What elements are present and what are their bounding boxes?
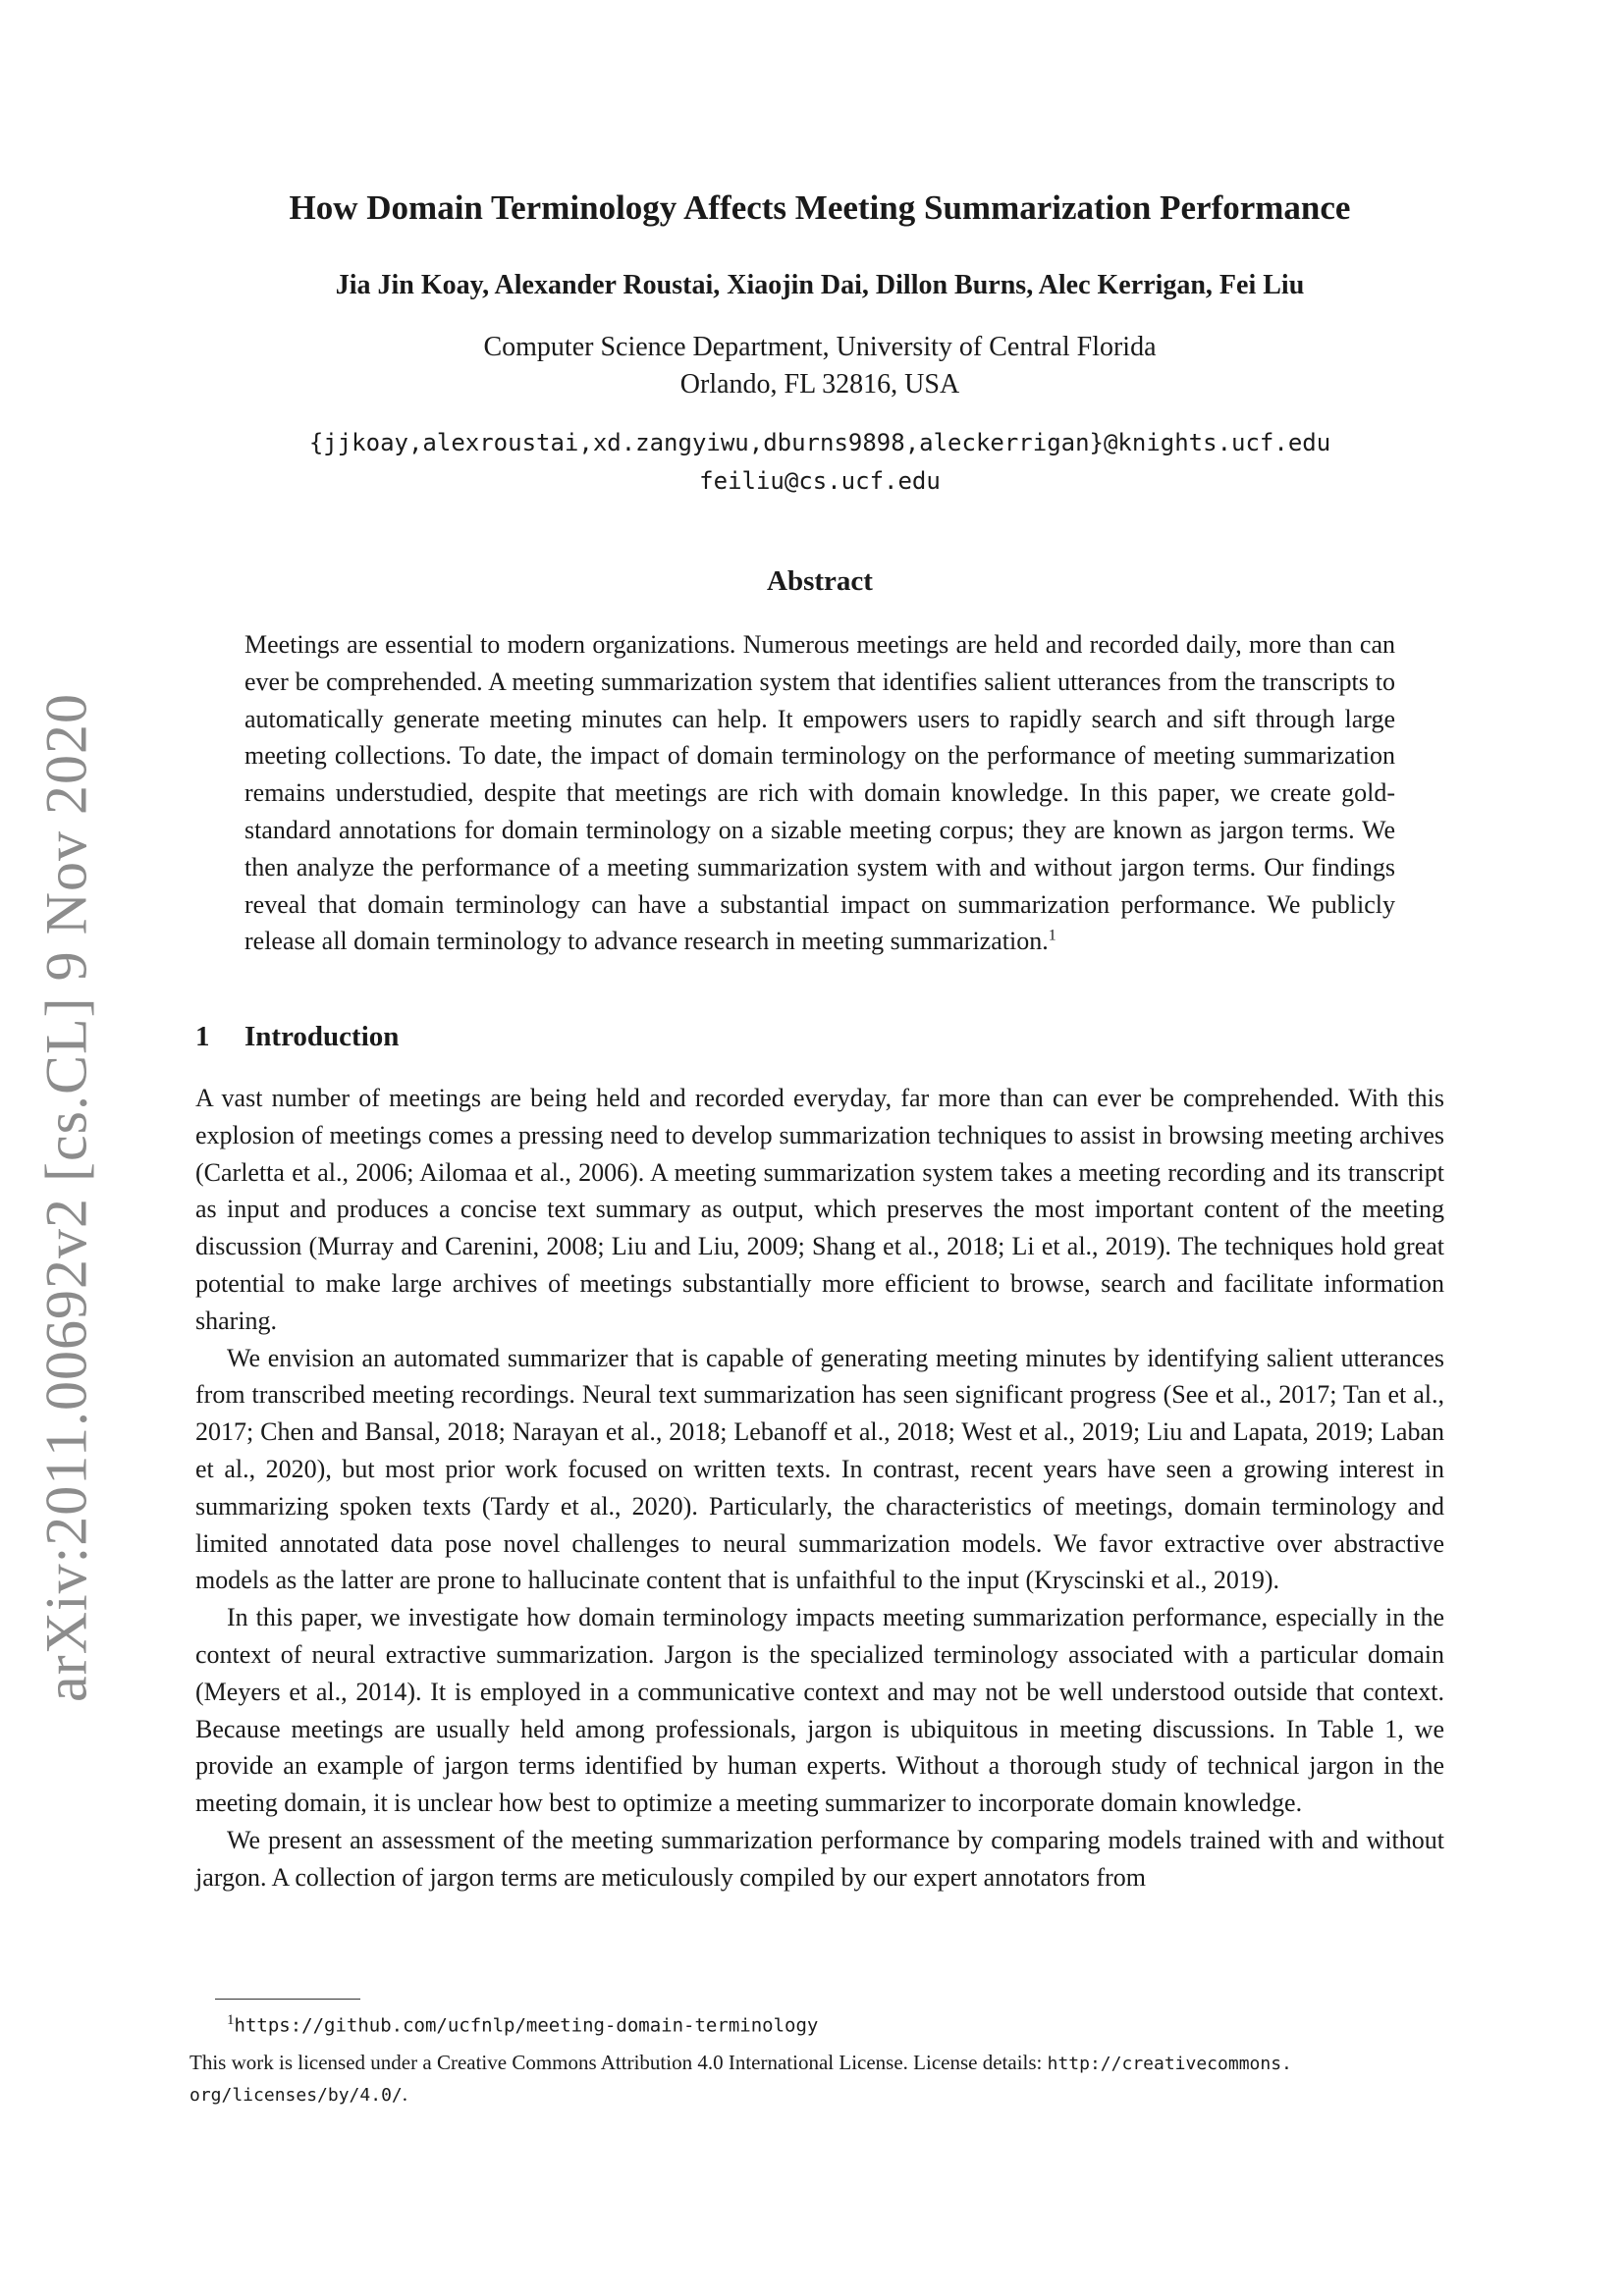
author-list: Jia Jin Koay, Alexander Roustai, Xiaojin Dai, Dillon Burns, Alec Kerrigan, Fei Liu: [335, 270, 1305, 300]
license-end: .: [402, 2082, 407, 2106]
paragraph: A vast number of meetings are being held and recorded everyday, far more than can ever be comprehended. With this explosion of meetings comes a pressing need to develop summarization techniques to assist in browsing meeting archives (Carletta et al., 2006; Ailomaa et al., 2006). A meeting summarization system takes a meeting recording and its transcript as input and produces a concise text summary as output, which preserves the most important content of the meeting discussion (Murray and Carenini, 2008; Liu and Liu, 2009; Shang et al., 2018; Li et al., 2019). The techniques hold great potential to make large archives of meetings substantially more efficient to browse, search and facilitate information sharing.: [195, 1084, 1444, 1335]
footnote-link[interactable]: https://github.com/ucfnlp/meeting-domain-terminology: [234, 2014, 819, 2037]
section-heading-introduction: [195, 1021, 1444, 1053]
abstract-heading: Abstract: [767, 565, 873, 597]
paragraph: We present an assessment of the meeting summarization performance by comparing models trained with and without jargon. A collection of jargon terms are meticulously compiled by our expert annotators from: [195, 1825, 1444, 1892]
license-notice: [189, 2048, 1456, 2110]
footnote-marker: 1: [1048, 927, 1056, 944]
affiliation-line-1: Computer Science Department, University of Central Florida: [483, 332, 1157, 362]
arxiv-identifier: arXiv:2011.00692v2 [cs.CL] 9 Nov 2020: [33, 693, 99, 1702]
affiliation: [195, 329, 1444, 403]
license-text: This work is licensed under a Creative Commons Attribution 4.0 International License. License details:: [189, 2051, 1048, 2074]
footnote: [227, 2006, 818, 2039]
license-link-part-2[interactable]: org/licenses/by/4.0/: [189, 2085, 403, 2106]
section-title: Introduction: [244, 1021, 400, 1052]
section-number: 1: [195, 1021, 210, 1052]
affiliation-line-2: Orlando, FL 32816, USA: [679, 369, 960, 400]
introduction-body: [195, 1080, 1444, 1896]
email-line-1: {jjkoay,alexroustai,xd.zangyiwu,dburns9898,aleckerrigan}@knights.ucf.edu: [308, 429, 1331, 456]
license-link-part-1[interactable]: http://creativecommons.: [1047, 2054, 1292, 2074]
email-line-2: feiliu@cs.ucf.edu: [699, 467, 941, 495]
paper-title: How Domain Terminology Affects Meeting Summarization Performance: [289, 188, 1351, 227]
paragraph: We envision an automated summarizer that is capable of generating meeting minutes by identifying salient utterances from transcribed meeting recordings. Neural text summarization has seen significant progress (See et al., 2017; Tan et al., 2017; Chen and Bansal, 2018; Narayan et al., 2018; Lebanoff et al., 2018; West et al., 2019; Liu and Lapata, 2019; Laban et al., 2020), but most prior work focused on written texts. In contrast, recent years have seen a growing interest in summarizing spoken texts (Tardy et al., 2020). Particularly, the characteristics of meetings, domain terminology and limited annotated data pose novel challenges to neural summarization models. We favor extractive over abstractive models as the latter are prone to hallucinate content that is unfaithful to the input (Kryscinski et al., 2019).: [195, 1343, 1444, 1595]
footnote-divider: [215, 1999, 360, 2000]
paragraph: In this paper, we investigate how domain terminology impacts meeting summarization performance, especially in the context of neural extractive summarization. Jargon is the specialized terminology associated with a particular domain (Meyers et al., 2014). It is employed in a communicative context and may not be well understood outside that context. Because meetings are usually held among professionals, jargon is ubiquitous in meeting discussions. In Table 1, we provide an example of jargon terms identified by human experts. Without a thorough study of technical jargon in the meeting domain, it is unclear how best to optimize a meeting summarizer to incorporate domain knowledge.: [195, 1603, 1444, 1818]
abstract-text: Meetings are essential to modern organizations. Numerous meetings are held and recorded daily, more than can ever be comprehended. A meeting summarization system that identifies salient utterances from the transcripts to automatically generate meeting minutes can help. It empowers users to rapidly search and sift through large meeting collections. To date, the impact of domain terminology on the performance of meeting summarization remains understudied, despite that meetings are rich with domain knowledge. In this paper, we create gold-standard annotations for domain terminology on a sizable meeting corpus; they are known as jargon terms. We then analyze the performance of a meeting summarization system with and without jargon terms. Our findings reveal that domain terminology can have a substantial impact on summarization performance. We publicly release all domain terminology to advance research in meeting summarization.: [244, 630, 1395, 956]
abstract-body: [244, 626, 1395, 960]
footnote-number: 1: [227, 2012, 235, 2028]
author-emails: [195, 424, 1444, 501]
arxiv-side-stamp: [27, 693, 106, 1702]
